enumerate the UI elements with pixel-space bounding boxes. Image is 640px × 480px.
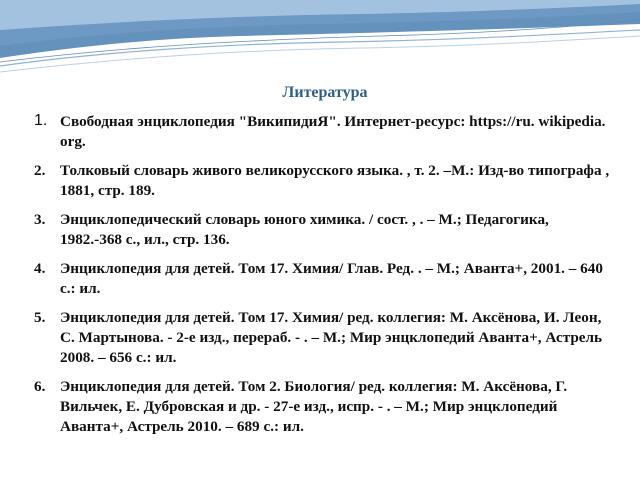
reference-number: 1. [34,112,48,129]
reference-number: 2. [34,162,46,179]
page-title: Литература [282,84,368,101]
wave-decoration [0,0,640,80]
reference-text: Энциклопедия для детей. Том 17. Химия/ Глав. Ред. . – М.; Аванта+, 2001. – 640 с.: ил. [60,260,603,297]
reference-list [34,112,614,446]
reference-text: Энциклопедический словарь юного химика. / сост. , . – М.; Педагогика, 1982.-368 с., ил., стр. 136. [60,211,549,248]
reference-number: 6. [34,378,46,395]
reference-text: Свободная энциклопедия "ВикипидиЯ". Интернет-ресурс: https://ru. wikipedia. org. [60,113,606,150]
reference-text: Энциклопедия для детей. Том 17. Химия/ ред. коллегия: М. Аксёнова, И. Леон, С. Мартынова. - 2-е изд., перераб. - . – М.; Мир энцклопедий Аванта+, Астрель 2008. – 656 с.: ил. [60,309,603,366]
reference-text: Толковый словарь живого великорусского языка. , т. 2. –М.: Изд-во типографа , 1881, стр. 189. [60,162,610,199]
reference-item [34,259,614,299]
reference-item [34,377,614,437]
reference-number: 4. [34,260,46,277]
reference-item [34,112,614,152]
reference-item [34,210,614,250]
reference-number: 5. [34,309,46,326]
reference-item [34,161,614,201]
reference-item [34,308,614,368]
reference-text: Энциклопедия для детей. Том 2. Биология/ ред. коллегия: М. Аксёнова, Г. Вильчек, Е. Дубровская и др. - 27-е изд., испр. - . – М.; Мир энцклопедий Аванта+, Астрель 2010. – 689 с.: ил. [60,378,568,435]
reference-number: 3. [34,211,46,228]
